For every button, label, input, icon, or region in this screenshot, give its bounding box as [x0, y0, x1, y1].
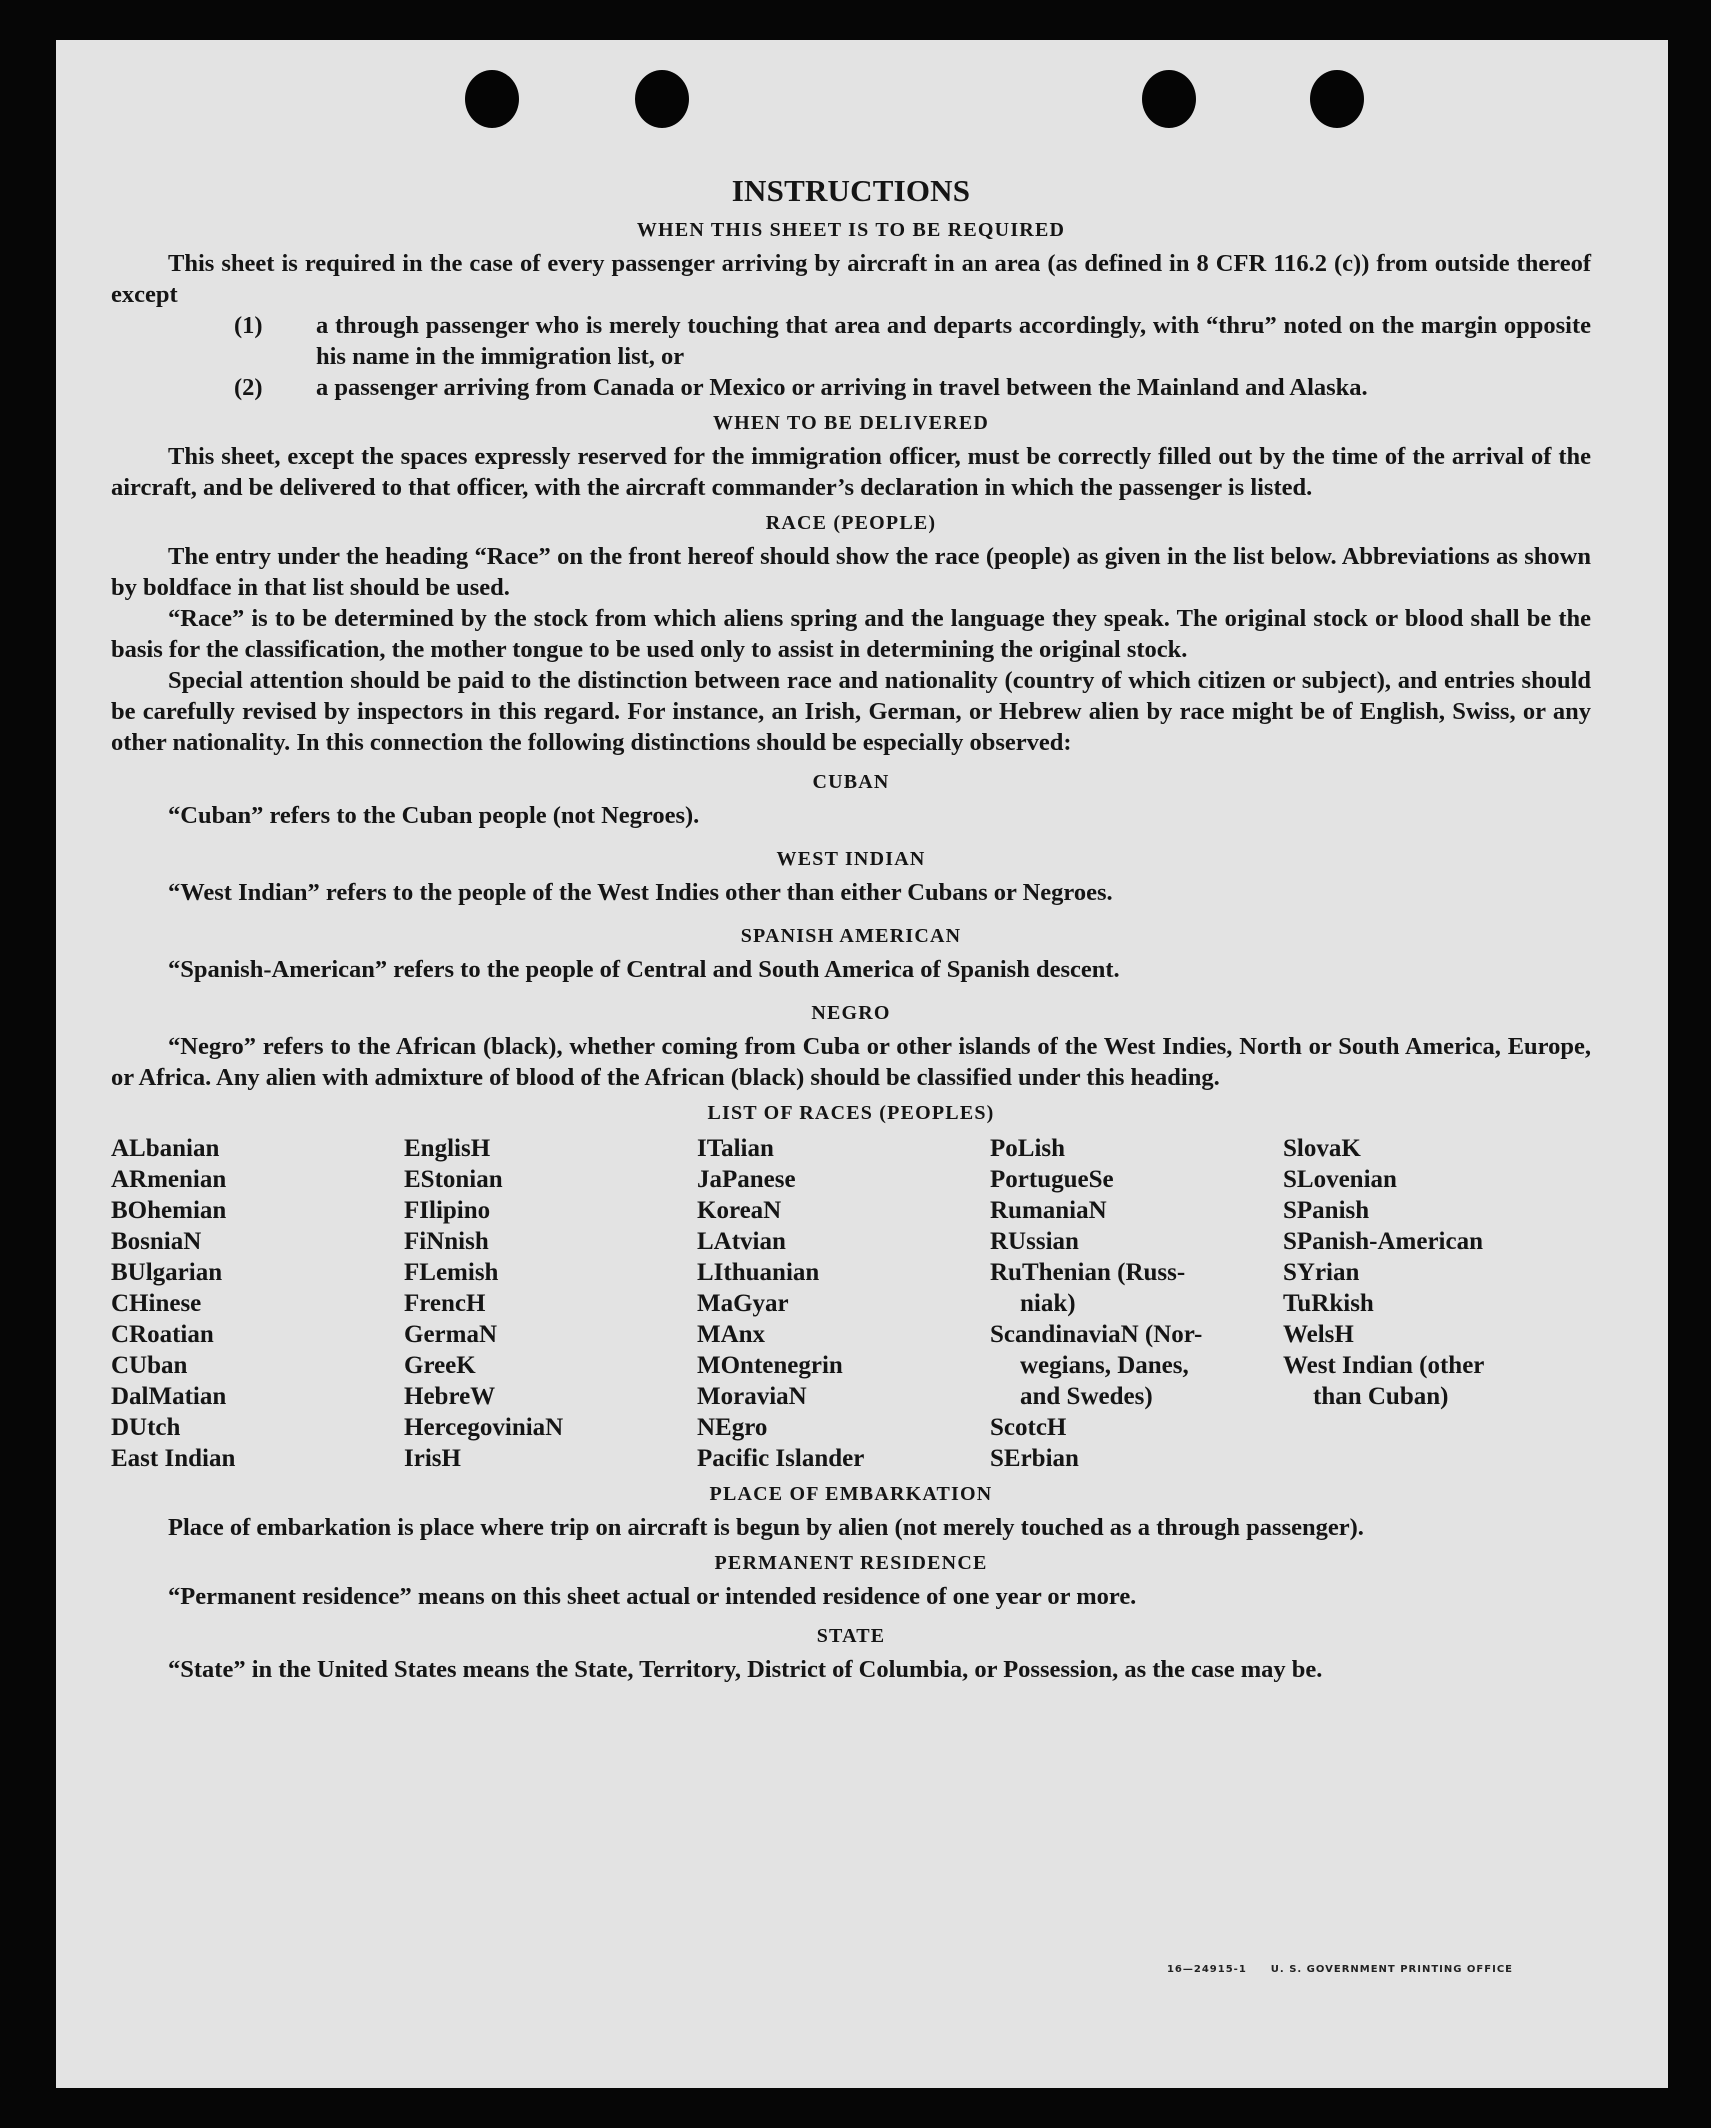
- delivered-text: This sheet, except the spaces expressly reserved for the immigration officer, must be correctly filled out by the time of the arrival of the aircraft, and be delivered to that officer, with the aircraft commander’s declaration in which the passenger is listed.: [111, 443, 1591, 501]
- section-heading-cuban: CUBAN: [812, 771, 890, 793]
- section-heading-negro: NEGRO: [811, 1002, 891, 1024]
- race-entry: SYrian: [1283, 1259, 1360, 1286]
- race-entry: East Indian: [111, 1445, 236, 1472]
- spanish-american-text: “Spanish-American” refers to the people of Central and South America of Spanish descent.: [168, 956, 1120, 983]
- printer-name: U. S. GOVERNMENT PRINTING OFFICE: [1270, 1964, 1513, 1975]
- punch-hole: [1142, 70, 1196, 128]
- race-entry: ALbanian: [111, 1135, 220, 1162]
- item-text: a passenger arriving from Canada or Mexico or arriving in travel between the Mainland and Alaska.: [316, 374, 1368, 401]
- race-entry: TuRkish: [1283, 1290, 1374, 1317]
- instructions-content: [111, 172, 1591, 1685]
- embarkation-text: Place of embarkation is place where trip on aircraft is begun by alien (not merely touched as a through passenger).: [168, 1514, 1364, 1541]
- race-entry: SErbian: [990, 1445, 1079, 1472]
- race-entry: niak): [1020, 1290, 1076, 1317]
- race-paragraph: The entry under the heading “Race” on the front hereof should show the race (people) as given in the list below. Abbreviations as shown by boldface in that list should be used.: [111, 543, 1591, 601]
- race-entry: EStonian: [404, 1166, 503, 1193]
- race-entry: RuThenian (Russ-: [990, 1259, 1186, 1286]
- punch-hole: [465, 70, 519, 128]
- race-entry: MAnx: [697, 1321, 766, 1348]
- race-entry: LIthuanian: [697, 1259, 820, 1286]
- race-entry: GermaN: [404, 1321, 498, 1348]
- race-entry: BUlgarian: [111, 1259, 223, 1286]
- race-entry: SPanish-American: [1283, 1228, 1483, 1255]
- race-entry: CRoatian: [111, 1321, 214, 1348]
- races-column: [1283, 1133, 1591, 1474]
- residence-text: “Permanent residence” means on this sheet actual or intended residence of one year or more.: [168, 1583, 1137, 1610]
- section-heading-race: RACE (PEOPLE): [765, 512, 937, 534]
- race-entry: JaPanese: [697, 1166, 796, 1193]
- race-entry: EnglisH: [404, 1135, 491, 1162]
- races-column: [990, 1133, 1283, 1474]
- required-intro: This sheet is required in the case of every passenger arriving by aircraft in an area (as defined in 8 CFR 116.2 (c)) from outside thereof except: [111, 250, 1591, 308]
- state-text: “State” in the United States means the State, Territory, District of Columbia, or Possession, as the case may be.: [168, 1656, 1323, 1683]
- item-number: (1): [234, 312, 263, 339]
- race-entry: ScandinaviaN (Nor-: [990, 1321, 1203, 1348]
- race-entry: WelsH: [1283, 1321, 1354, 1348]
- race-entry: PoLish: [990, 1135, 1066, 1162]
- cuban-text: “Cuban” refers to the Cuban people (not Negroes).: [168, 802, 700, 829]
- document-page: [56, 40, 1668, 2088]
- list-item: [111, 372, 1591, 403]
- races-column: [404, 1133, 697, 1474]
- race-entry: FiNnish: [404, 1228, 489, 1255]
- race-entry: West Indian (other: [1283, 1352, 1485, 1379]
- races-list: [111, 1133, 1591, 1474]
- race-entry: BOhemian: [111, 1197, 227, 1224]
- race-entry: GreeK: [404, 1352, 476, 1379]
- section-heading-races-list: LIST OF RACES (PEOPLES): [707, 1102, 995, 1124]
- race-paragraph: “Race” is to be determined by the stock from which aliens spring and the language they speak. The original stock or blood shall be the basis for the classification, the mother tongue to be used only to assist in determining the original stock.: [111, 605, 1591, 663]
- race-entry: SlovaK: [1283, 1135, 1361, 1162]
- item-number: (2): [234, 374, 263, 401]
- race-entry: MoraviaN: [697, 1383, 807, 1410]
- race-entry: FLemish: [404, 1259, 499, 1286]
- section-heading-residence: PERMANENT RESIDENCE: [714, 1552, 988, 1574]
- race-paragraph: Special attention should be paid to the distinction between race and nationality (country of which citizen or subject), and entries should be carefully revised by inspectors in this regard. For instance, an Irish, German, or Hebrew alien by race might be of English, Swiss, or any other nationality. In this connection the following distinctions should be especially observed:: [111, 667, 1591, 756]
- race-entry: HercegoviniaN: [404, 1414, 564, 1441]
- race-entry: FrencH: [404, 1290, 486, 1317]
- page-title: INSTRUCTIONS: [731, 173, 971, 208]
- negro-text: “Negro” refers to the African (black), whether coming from Cuba or other islands of the West Indies, North or South America, Europe, or Africa. Any alien with admixture of blood of the African (black) should be classified under this heading.: [111, 1033, 1591, 1091]
- form-number: 16—24915-1: [1166, 1964, 1247, 1975]
- race-entry: DalMatian: [111, 1383, 227, 1410]
- race-entry: MOntenegrin: [697, 1352, 843, 1379]
- race-entry: Pacific Islander: [697, 1445, 865, 1472]
- race-entry: LAtvian: [697, 1228, 786, 1255]
- punch-hole: [635, 70, 689, 128]
- race-entry: PortugueSe: [990, 1166, 1114, 1193]
- punch-hole: [1310, 70, 1364, 128]
- race-entry: ARmenian: [111, 1166, 227, 1193]
- section-heading-spanish-american: SPANISH AMERICAN: [740, 925, 962, 947]
- printer-imprint: [1143, 1964, 1513, 1975]
- race-entry: wegians, Danes,: [1020, 1352, 1189, 1379]
- item-text: a through passenger who is merely touching that area and departs accordingly, with “thru” noted on the margin opposite his name in the immigration list, or: [316, 312, 1591, 370]
- race-entry: MaGyar: [697, 1290, 789, 1317]
- race-entry: ScotcH: [990, 1414, 1067, 1441]
- race-entry: CHinese: [111, 1290, 202, 1317]
- race-entry: ITalian: [697, 1135, 774, 1162]
- section-heading-west-indian: WEST INDIAN: [776, 848, 926, 870]
- race-entry: SPanish: [1283, 1197, 1370, 1224]
- races-column: [697, 1133, 990, 1474]
- race-entry: RUssian: [990, 1228, 1079, 1255]
- section-heading-embarkation: PLACE OF EMBARKATION: [709, 1483, 993, 1505]
- section-heading-delivered: WHEN TO BE DELIVERED: [712, 412, 990, 434]
- race-entry: FIlipino: [404, 1197, 491, 1224]
- race-entry: than Cuban): [1313, 1383, 1449, 1410]
- race-entry: SLovenian: [1283, 1166, 1397, 1193]
- race-entry: CUban: [111, 1352, 188, 1379]
- race-entry: IrisH: [404, 1445, 461, 1472]
- race-entry: DUtch: [111, 1414, 181, 1441]
- race-entry: BosniaN: [111, 1228, 202, 1255]
- races-column: [111, 1133, 404, 1474]
- section-heading-state: STATE: [816, 1625, 886, 1647]
- section-heading-required: WHEN THIS SHEET IS TO BE REQUIRED: [636, 219, 1066, 241]
- race-entry: and Swedes): [1020, 1383, 1153, 1410]
- race-entry: KoreaN: [697, 1197, 782, 1224]
- race-entry: NEgro: [697, 1414, 768, 1441]
- race-entry: RumaniaN: [990, 1197, 1107, 1224]
- race-entry: HebreW: [404, 1383, 496, 1410]
- west-indian-text: “West Indian” refers to the people of the West Indies other than either Cubans or Negroes.: [168, 879, 1113, 906]
- list-item: [111, 310, 1591, 372]
